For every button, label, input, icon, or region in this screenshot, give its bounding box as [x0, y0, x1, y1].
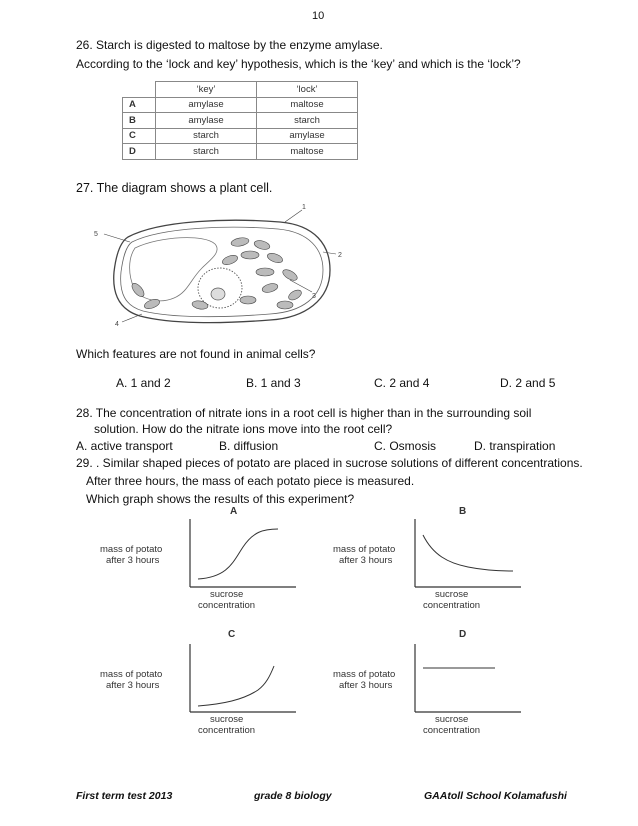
- table-cell-lock: maltose: [257, 97, 358, 113]
- table-cell-key: amylase: [156, 113, 257, 129]
- graph-a-xlabel-2: concentration: [198, 600, 256, 611]
- page-number: 10: [312, 10, 325, 22]
- table-cell-option: A: [123, 97, 156, 113]
- footer-center: grade 8 biology: [254, 790, 332, 802]
- q28-option-a: A. active transport: [76, 439, 173, 453]
- cell-label-2: 2: [338, 252, 342, 259]
- graph-b-ylabel-1: mass of potato: [333, 544, 396, 555]
- graph-b-letter: B: [459, 506, 467, 517]
- graph-d-plot: [413, 642, 523, 714]
- graph-a-ylabel-1: mass of potato: [100, 544, 163, 555]
- q26-line2: According to the ‘lock and key’ hypothesis, which is the ‘key’ and which is the ‘lock’?: [76, 57, 521, 71]
- cell-label-3: 3: [312, 293, 316, 300]
- table-cell-key: starch: [156, 128, 257, 144]
- table-cell-lock: maltose: [257, 144, 358, 160]
- table-cell-option: B: [123, 113, 156, 129]
- graph-c-letter: C: [228, 629, 236, 640]
- table-cell-key: starch: [156, 144, 257, 160]
- table-row: [123, 113, 358, 129]
- q26-text: 26. Starch is digested to maltose by the enzyme amylase.: [76, 38, 383, 52]
- q27-option-b: B. 1 and 3: [246, 376, 301, 390]
- graph-c-ylabel-2: after 3 hours: [106, 680, 160, 691]
- graph-a-ylabel-2: after 3 hours: [106, 555, 160, 566]
- graph-c: [100, 628, 300, 738]
- graph-c-xlabel-2: concentration: [198, 725, 256, 736]
- cell-label-1: 1: [302, 204, 306, 211]
- q27-option-d: D. 2 and 5: [500, 376, 556, 390]
- table-header-key: ‘key’: [156, 82, 257, 98]
- table-row: [123, 128, 358, 144]
- cell-label-5: 5: [94, 231, 98, 238]
- table-cell-option: D: [123, 144, 156, 160]
- table-cell-option: C: [123, 128, 156, 144]
- table-row: [123, 144, 358, 160]
- graph-b-xlabel-1: sucrose: [435, 589, 469, 600]
- graph-a-letter: A: [230, 506, 238, 517]
- cell-label-4: 4: [115, 321, 119, 328]
- q27-option-a: A. 1 and 2: [116, 376, 171, 390]
- footer-right: GAAtoll School Kolamafushi: [424, 790, 567, 802]
- graph-a-xlabel-1: sucrose: [210, 589, 244, 600]
- graph-d-letter: D: [459, 629, 467, 640]
- footer-left: First term test 2013: [76, 790, 173, 802]
- q29-text: 29. . Similar shaped pieces of potato are placed in sucrose solutions of different concentrations.: [76, 456, 583, 470]
- graph-c-xlabel-1: sucrose: [210, 714, 244, 725]
- q27-text: 27. The diagram shows a plant cell.: [76, 181, 273, 195]
- q28-option-b: B. diffusion: [219, 439, 279, 453]
- graph-d-xlabel-2: concentration: [423, 725, 481, 736]
- lock-key-table: [122, 81, 358, 160]
- q28-line2: solution. How do the nitrate ions move into the root cell?: [94, 422, 393, 436]
- table-header-blank: [123, 82, 156, 98]
- q27-option-c: C. 2 and 4: [374, 376, 430, 390]
- plant-cell-diagram: [90, 200, 350, 335]
- graph-c-ylabel-1: mass of potato: [100, 669, 163, 680]
- table-cell-key: amylase: [156, 97, 257, 113]
- graph-b-ylabel-2: after 3 hours: [339, 555, 393, 566]
- graph-a-plot: [188, 517, 298, 589]
- graph-b: [333, 505, 533, 615]
- graph-b-plot: [413, 517, 523, 589]
- table-cell-lock: starch: [257, 113, 358, 129]
- graph-d-ylabel-2: after 3 hours: [339, 680, 393, 691]
- table-header-lock: ‘lock’: [257, 82, 358, 98]
- graph-d-ylabel-1: mass of potato: [333, 669, 396, 680]
- q27-question: Which features are not found in animal cells?: [76, 347, 316, 361]
- table-row: [123, 97, 358, 113]
- q29-line3: Which graph shows the results of this experiment?: [86, 492, 355, 506]
- graph-b-xlabel-2: concentration: [423, 600, 481, 611]
- q29-line2: After three hours, the mass of each potato piece is measured.: [86, 474, 415, 488]
- q28-text: 28. The concentration of nitrate ions in a root cell is higher than in the surrounding soil: [76, 406, 532, 420]
- graph-a: [100, 505, 300, 615]
- q28-option-d: D. transpiration: [474, 439, 556, 453]
- graph-d-xlabel-1: sucrose: [435, 714, 469, 725]
- graph-c-plot: [188, 642, 298, 714]
- graph-d: [333, 628, 533, 738]
- q28-option-c: C. Osmosis: [374, 439, 437, 453]
- table-header-row: [123, 82, 358, 98]
- table-cell-lock: amylase: [257, 128, 358, 144]
